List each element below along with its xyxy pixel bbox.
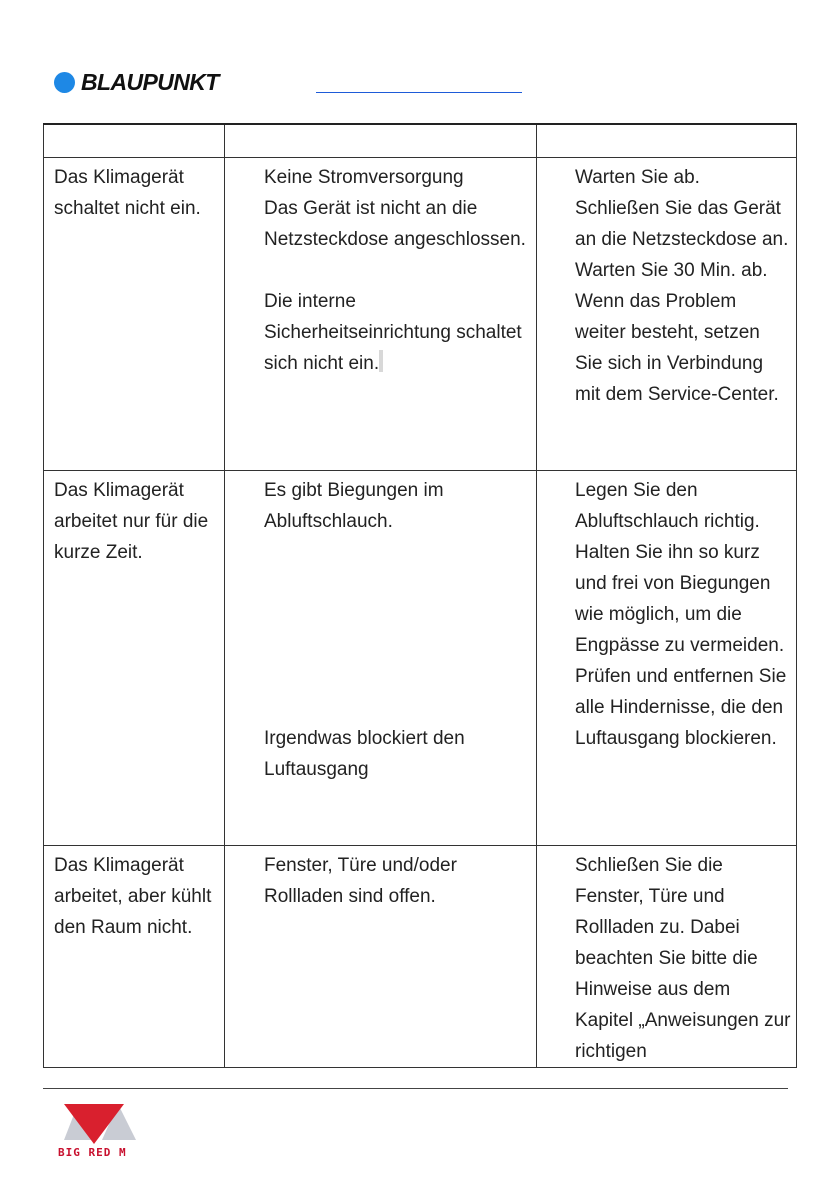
solution-text: Schließen Sie die Fenster, Türe und Rollladen zu. Dabei beachten Sie bitte die Hinweise aus dem Kapitel „Anweisungen zur richtigen bbox=[575, 855, 791, 1062]
solution-text: Legen Sie den Abluftschlauch richtig. Halten Sie ihn so kurz und frei von Biegungen wie möglich, um die Engpässe zu vermeiden. bbox=[575, 480, 785, 656]
page-header bbox=[0, 0, 839, 120]
cause-cell bbox=[225, 846, 537, 1068]
problem-cell bbox=[44, 471, 225, 846]
text-cursor-mark bbox=[379, 350, 383, 372]
cause-text: Es gibt Biegungen im Abluftschlauch. bbox=[264, 480, 444, 532]
brand-name: BLAUPUNKT bbox=[81, 68, 219, 95]
cause-text: Keine Stromversorgung bbox=[264, 167, 464, 188]
table-header-row bbox=[44, 124, 797, 158]
cause-cell bbox=[225, 158, 537, 471]
blaupunkt-logo bbox=[54, 70, 219, 94]
header-link-underline bbox=[316, 92, 522, 93]
header-cell-solution bbox=[537, 124, 797, 158]
cause-text: Fenster, Türe und/oder Rollladen sind offen. bbox=[264, 855, 457, 907]
cause-text: Die interne Sicherheitseinrichtung schaltet sich nicht ein. bbox=[264, 291, 522, 374]
table-row bbox=[44, 471, 797, 846]
header-cell-cause bbox=[225, 124, 537, 158]
solution-cell bbox=[537, 471, 797, 846]
solution-text: Warten Sie 30 Min. ab. Wenn das Problem weiter besteht, setzen Sie sich in Verbindung mit dem Service-Center. bbox=[575, 260, 779, 405]
solution-text: Warten Sie ab. bbox=[575, 167, 700, 188]
problem-cell bbox=[44, 846, 225, 1068]
troubleshooting-table bbox=[43, 123, 797, 1068]
solution-text: Prüfen und entfernen Sie alle Hindernisse, die den Luftausgang blockieren. bbox=[575, 666, 787, 749]
footer-logo-text: BIG RED M bbox=[58, 1146, 127, 1159]
cause-text: Das Gerät ist nicht an die Netzsteckdose angeschlossen. bbox=[264, 198, 526, 250]
problem-cell bbox=[44, 158, 225, 471]
cause-cell bbox=[225, 471, 537, 846]
solution-cell bbox=[537, 846, 797, 1068]
problem-text: Das Klimagerät arbeitet nur für die kurze Zeit. bbox=[54, 480, 209, 563]
problem-text: Das Klimagerät arbeitet, aber kühlt den Raum nicht. bbox=[54, 855, 212, 938]
header-cell-problem bbox=[44, 124, 225, 158]
table-row bbox=[44, 158, 797, 471]
solution-cell bbox=[537, 158, 797, 471]
problem-text: Das Klimagerät schaltet nicht ein. bbox=[54, 167, 201, 219]
brand-dot-icon bbox=[54, 72, 75, 93]
table-row bbox=[44, 846, 797, 1068]
cause-text: Irgendwas blockiert den Luftausgang bbox=[264, 728, 465, 780]
footer-divider bbox=[43, 1088, 788, 1089]
solution-text: Schließen Sie das Gerät an die Netzsteckdose an. bbox=[575, 198, 789, 250]
